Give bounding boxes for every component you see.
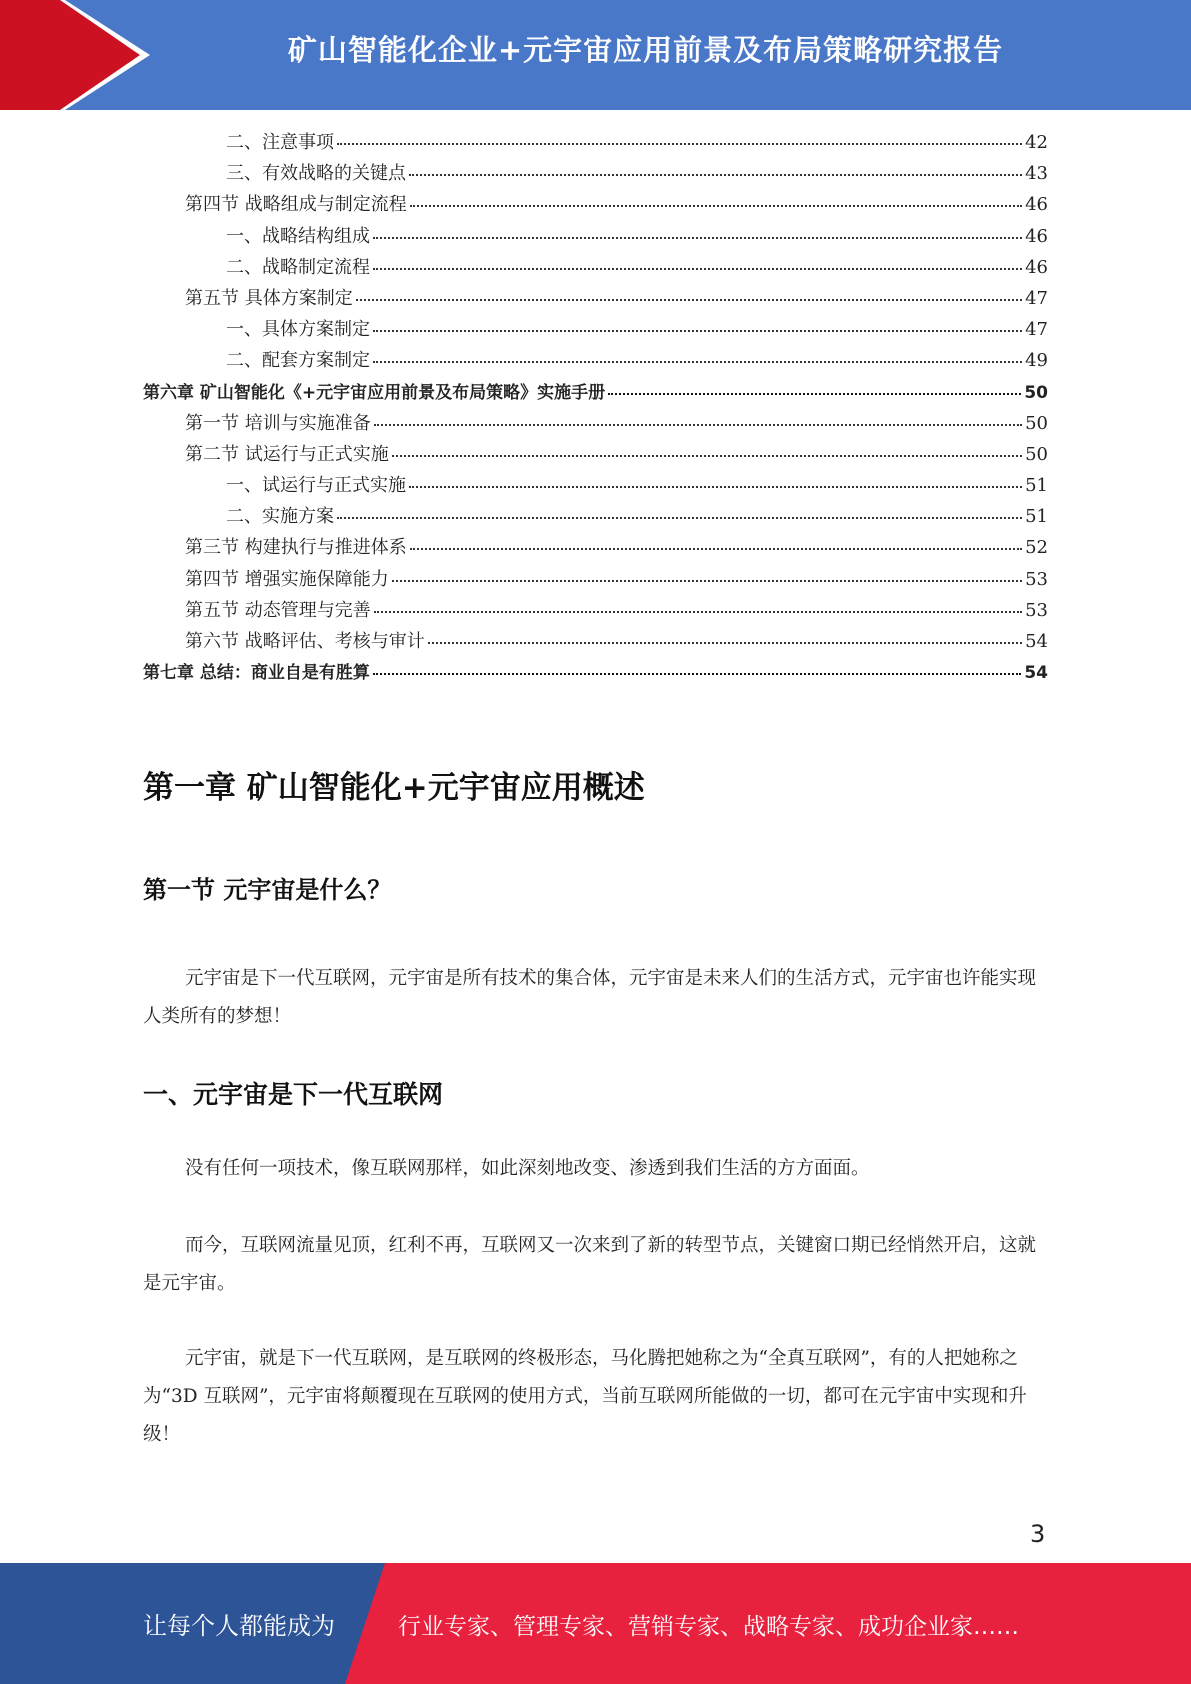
toc-entry-title: 三、有效战略的关键点 [226, 163, 406, 185]
toc-entry-page: 46 [1025, 256, 1048, 278]
toc-entry[interactable] [143, 658, 1048, 689]
toc-entry-title: 二、配套方案制定 [226, 350, 370, 372]
toc-entry-title: 一、战略结构组成 [226, 225, 370, 247]
toc-dot-leader [409, 174, 1022, 176]
toc-entry-title: 一、试运行与正式实施 [226, 475, 406, 497]
toc-entry-page: 46 [1025, 194, 1048, 216]
toc-dot-leader [410, 205, 1022, 207]
toc-entry[interactable] [143, 533, 1048, 564]
toc-dot-leader [373, 361, 1022, 363]
toc-entry-title: 第四节 战略组成与制定流程 [185, 194, 407, 216]
toc-dot-leader [337, 143, 1022, 145]
toc-entry[interactable] [143, 409, 1048, 440]
footer-slogan-left: 让每个人都能成为 [143, 1612, 335, 1640]
toc-entry-title: 第四节 增强实施保障能力 [185, 568, 389, 590]
body-paragraph: 没有任何一项技术，像互联网那样，如此深刻地改变、渗透到我们生活的方方面面。 [185, 1158, 870, 1179]
toc-entry-title: 第七章 总结：商业自是有胜算 [143, 663, 370, 684]
report-title: 矿山智能化企业+元宇宙应用前景及布局策略研究报告 [287, 33, 1004, 67]
toc-entry-page: 50 [1025, 412, 1048, 434]
toc-dot-leader [608, 393, 1021, 395]
body-paragraph: 而今，互联网流量见顶，红利不再，互联网又一次来到了新的转型节点，关键窗口期已经悄然开启，这就是元宇宙。 [143, 1235, 1037, 1294]
toc-entry-title: 二、战略制定流程 [226, 256, 370, 278]
toc-dot-leader [373, 268, 1022, 270]
toc-entry[interactable] [143, 378, 1048, 409]
toc-entry-title: 第三节 构建执行与推进体系 [185, 537, 407, 559]
toc-entry-title: 二、注意事项 [226, 132, 334, 153]
toc-entry-page: 46 [1025, 225, 1048, 247]
subsection-title: 一、元宇宙是下一代互联网 [143, 1080, 444, 1109]
toc-entry[interactable] [143, 253, 1048, 284]
toc-entry-page: 50 [1025, 443, 1048, 465]
toc-dot-leader [374, 611, 1022, 613]
footer-band [0, 1563, 1191, 1684]
toc-entry[interactable] [143, 190, 1048, 221]
toc-entry-page: 51 [1025, 506, 1048, 528]
toc-entry-title: 第五节 动态管理与完善 [185, 599, 371, 621]
toc-entry[interactable] [143, 627, 1048, 658]
toc-dot-leader [373, 330, 1022, 332]
toc-entry[interactable] [143, 284, 1048, 315]
toc-entry-title: 一、具体方案制定 [226, 319, 370, 341]
toc-dot-leader [373, 237, 1022, 239]
toc-entry-page: 54 [1025, 631, 1048, 652]
toc-entry-title: 第五节 具体方案制定 [185, 287, 353, 309]
page-number: 3 [1030, 1520, 1046, 1548]
toc-dot-leader [428, 642, 1022, 644]
toc-entry[interactable] [143, 346, 1048, 377]
toc-entry-page: 50 [1024, 382, 1048, 403]
body-paragraph: 元宇宙，就是下一代互联网，是互联网的终极形态，马化腾把她称之为“全真互联网”，有的人把她称之为“3D 互联网”，元宇宙将颠覆现在互联网的使用方式，当前互联网所能做的一切，都可在元宇宙中实现和升级！ [143, 1348, 1027, 1445]
toc-entry-page: 52 [1025, 537, 1048, 559]
toc-entry-title: 第六节 战略评估、考核与审计 [185, 631, 425, 652]
toc-entry[interactable] [143, 222, 1048, 253]
toc-entry-page: 53 [1025, 568, 1048, 590]
toc-entry[interactable] [143, 440, 1048, 471]
toc-dot-leader [410, 548, 1022, 550]
table-of-contents [143, 128, 1048, 689]
toc-entry[interactable] [143, 502, 1048, 533]
toc-entry[interactable] [143, 596, 1048, 627]
toc-entry-page: 43 [1025, 163, 1048, 185]
toc-entry[interactable] [143, 471, 1048, 502]
toc-entry-page: 47 [1025, 287, 1048, 309]
header-band [0, 0, 1191, 110]
header-chevron-icon [0, 0, 160, 110]
toc-dot-leader [392, 455, 1022, 457]
chapter-title: 第一章 矿山智能化+元宇宙应用概述 [143, 770, 645, 806]
toc-entry-title: 第二节 试运行与正式实施 [185, 443, 389, 465]
toc-entry-title: 二、实施方案 [226, 506, 334, 528]
toc-entry-page: 47 [1025, 319, 1048, 341]
toc-entry-page: 49 [1025, 350, 1048, 372]
toc-entry-title: 第一节 培训与实施准备 [185, 412, 371, 434]
toc-entry-page: 51 [1025, 475, 1048, 497]
toc-entry[interactable] [143, 128, 1048, 159]
section-title: 第一节 元宇宙是什么？ [143, 876, 392, 904]
toc-dot-leader [409, 486, 1022, 488]
toc-dot-leader [337, 517, 1022, 519]
toc-entry-page: 53 [1025, 599, 1048, 621]
intro-paragraph: 元宇宙是下一代互联网，元宇宙是所有技术的集合体，元宇宙是未来人们的生活方式，元宇宙也许能实现人类所有的梦想！ [143, 968, 1037, 1027]
toc-entry-page: 54 [1024, 663, 1048, 684]
toc-entry[interactable] [143, 159, 1048, 190]
toc-entry[interactable] [143, 565, 1048, 596]
toc-dot-leader [356, 299, 1022, 301]
toc-entry-page: 42 [1025, 132, 1048, 153]
footer-slogan-right: 行业专家、管理专家、营销专家、战略专家、成功企业家…… [398, 1614, 1019, 1640]
toc-entry[interactable] [143, 315, 1048, 346]
toc-dot-leader [373, 673, 1021, 675]
toc-dot-leader [374, 424, 1022, 426]
toc-dot-leader [392, 580, 1022, 582]
toc-entry-title: 第六章 矿山智能化《+元宇宙应用前景及布局策略》实施手册 [143, 382, 606, 403]
